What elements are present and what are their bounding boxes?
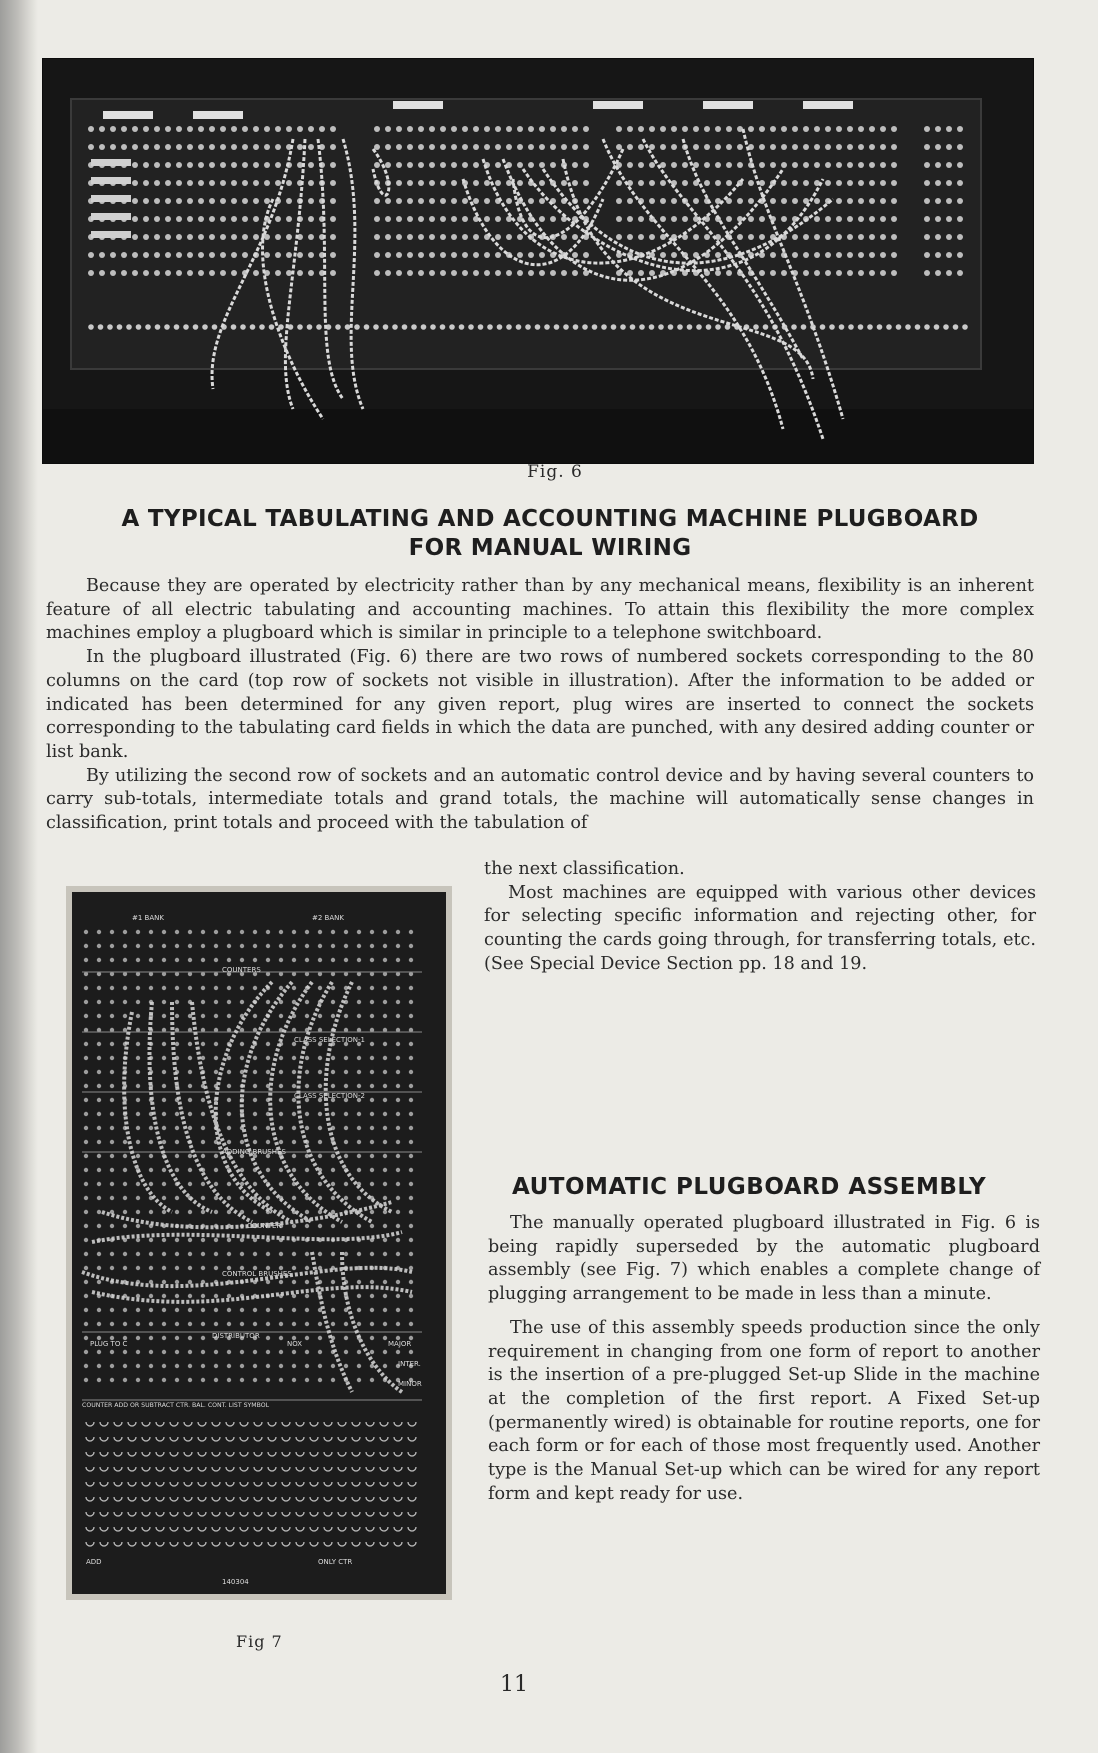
section1-right-column — [484, 858, 1036, 977]
fig7-label-nox: NOX — [287, 1340, 303, 1348]
fig6-photo — [42, 58, 1034, 464]
fig7-label-only-ctr: ONLY CTR — [318, 1558, 353, 1566]
fig7-label-major: MAJOR — [388, 1340, 412, 1348]
fig7-label-counters: COUNTERS — [222, 966, 261, 974]
section1-paragraph-3: By utilizing the second row of sockets and an automatic control device and by having several counters to carry sub-totals, intermediate totals and grand totals, the machine will automatically sense changes in classification, print totals and proceed with the tabulation of — [46, 765, 1034, 834]
fig7-photo — [66, 886, 452, 1600]
section2-paragraph-2: The use of this assembly speeds production since the only requirement in changing from one form of report to another is the insertion of a pre-plugged Set-up Slide in the machine at the completion of the first report. A Fixed Set-up (permanently wired) is obtainable for routine reports, one for each form or for each of those most frequently used. Another type is the Manual Set-up which can be wired for any report form and kept ready for use. — [488, 1317, 1040, 1504]
section1-title — [70, 505, 1030, 563]
fig7-label-counter: COUNTER — [247, 1222, 282, 1230]
fig7-label-serial: 140304 — [222, 1578, 249, 1586]
section2-title: AUTOMATIC PLUGBOARD ASSEMBLY — [512, 1174, 987, 1200]
fig7-caption: Fig 7 — [236, 1632, 283, 1651]
section1-title-line1: A TYPICAL TABULATING AND ACCOUNTING MACHINE PLUGBOARD — [121, 506, 979, 532]
fig7-label-bank2: #2 BANK — [312, 914, 344, 922]
fig7-label-bank1: #1 BANK — [132, 914, 164, 922]
section2-body — [488, 1212, 1040, 1516]
fig7-label-class-selection-1: CLASS SELECTION-1 — [294, 1036, 365, 1044]
fig7-label-bottom-row: COUNTER ADD OR SUBTRACT CTR. BAL. CONT. LIST SYMBOL — [82, 1402, 270, 1409]
fig6-caption: Fig. 6 — [527, 462, 583, 482]
section1-paragraph-1: Because they are operated by electricity rather than by any mechanical means, flexibility is an inherent feature of all electric tabulating and accounting machines. To attain this flexibility the more complex machines employ a plugboard which is similar in principle to a telephone switchboard. — [46, 576, 1034, 644]
section2-paragraph-1: The manually operated plugboard illustrated in Fig. 6 is being rapidly superseded by the automatic plugboard assembly (see Fig. 7) which enables a complete change of plugging arrangement to be made in less than a minute. — [488, 1213, 1040, 1305]
section1-paragraph-3-continued: the next classification. — [484, 859, 685, 879]
page-number: 11 — [500, 1672, 528, 1697]
section1-body — [46, 575, 1034, 836]
fig7-label-plug-to-c: PLUG TO C — [90, 1340, 128, 1348]
fig7-label-inter: INTER. — [398, 1360, 421, 1368]
fig7-label-adding-brushes: ADDING BRUSHES — [222, 1148, 286, 1156]
fig7-label-control-brushes: CONTROL BRUSHES — [222, 1270, 292, 1278]
section1-paragraph-4: Most machines are equipped with various other devices for selecting specific information and rejecting other, for counting the cards going through, for transferring totals, etc. (See Special Device Section pp. 18 and 19. — [484, 882, 1036, 974]
fig7-label-distributor: DISTRIBUTOR — [212, 1332, 260, 1340]
fig7-label-minor: MINOR — [398, 1380, 422, 1388]
fig7-label-add: ADD — [86, 1558, 102, 1566]
section1-title-line2: FOR MANUAL WIRING — [408, 535, 692, 561]
book-spine-shadow — [0, 0, 38, 1753]
fig7-label-class-selection-2: CLASS SELECTION-2 — [294, 1092, 365, 1100]
section1-paragraph-2: In the plugboard illustrated (Fig. 6) there are two rows of numbered sockets corresponding to the 80 columns on the card (top row of sockets not visible in illustration). After the information to be added or indicated has been determined for any given report, plug wires are inserted to connect the sockets corresponding to the tabulating card fields in which the data are punched, with any desired adding counter or list bank. — [46, 647, 1034, 762]
